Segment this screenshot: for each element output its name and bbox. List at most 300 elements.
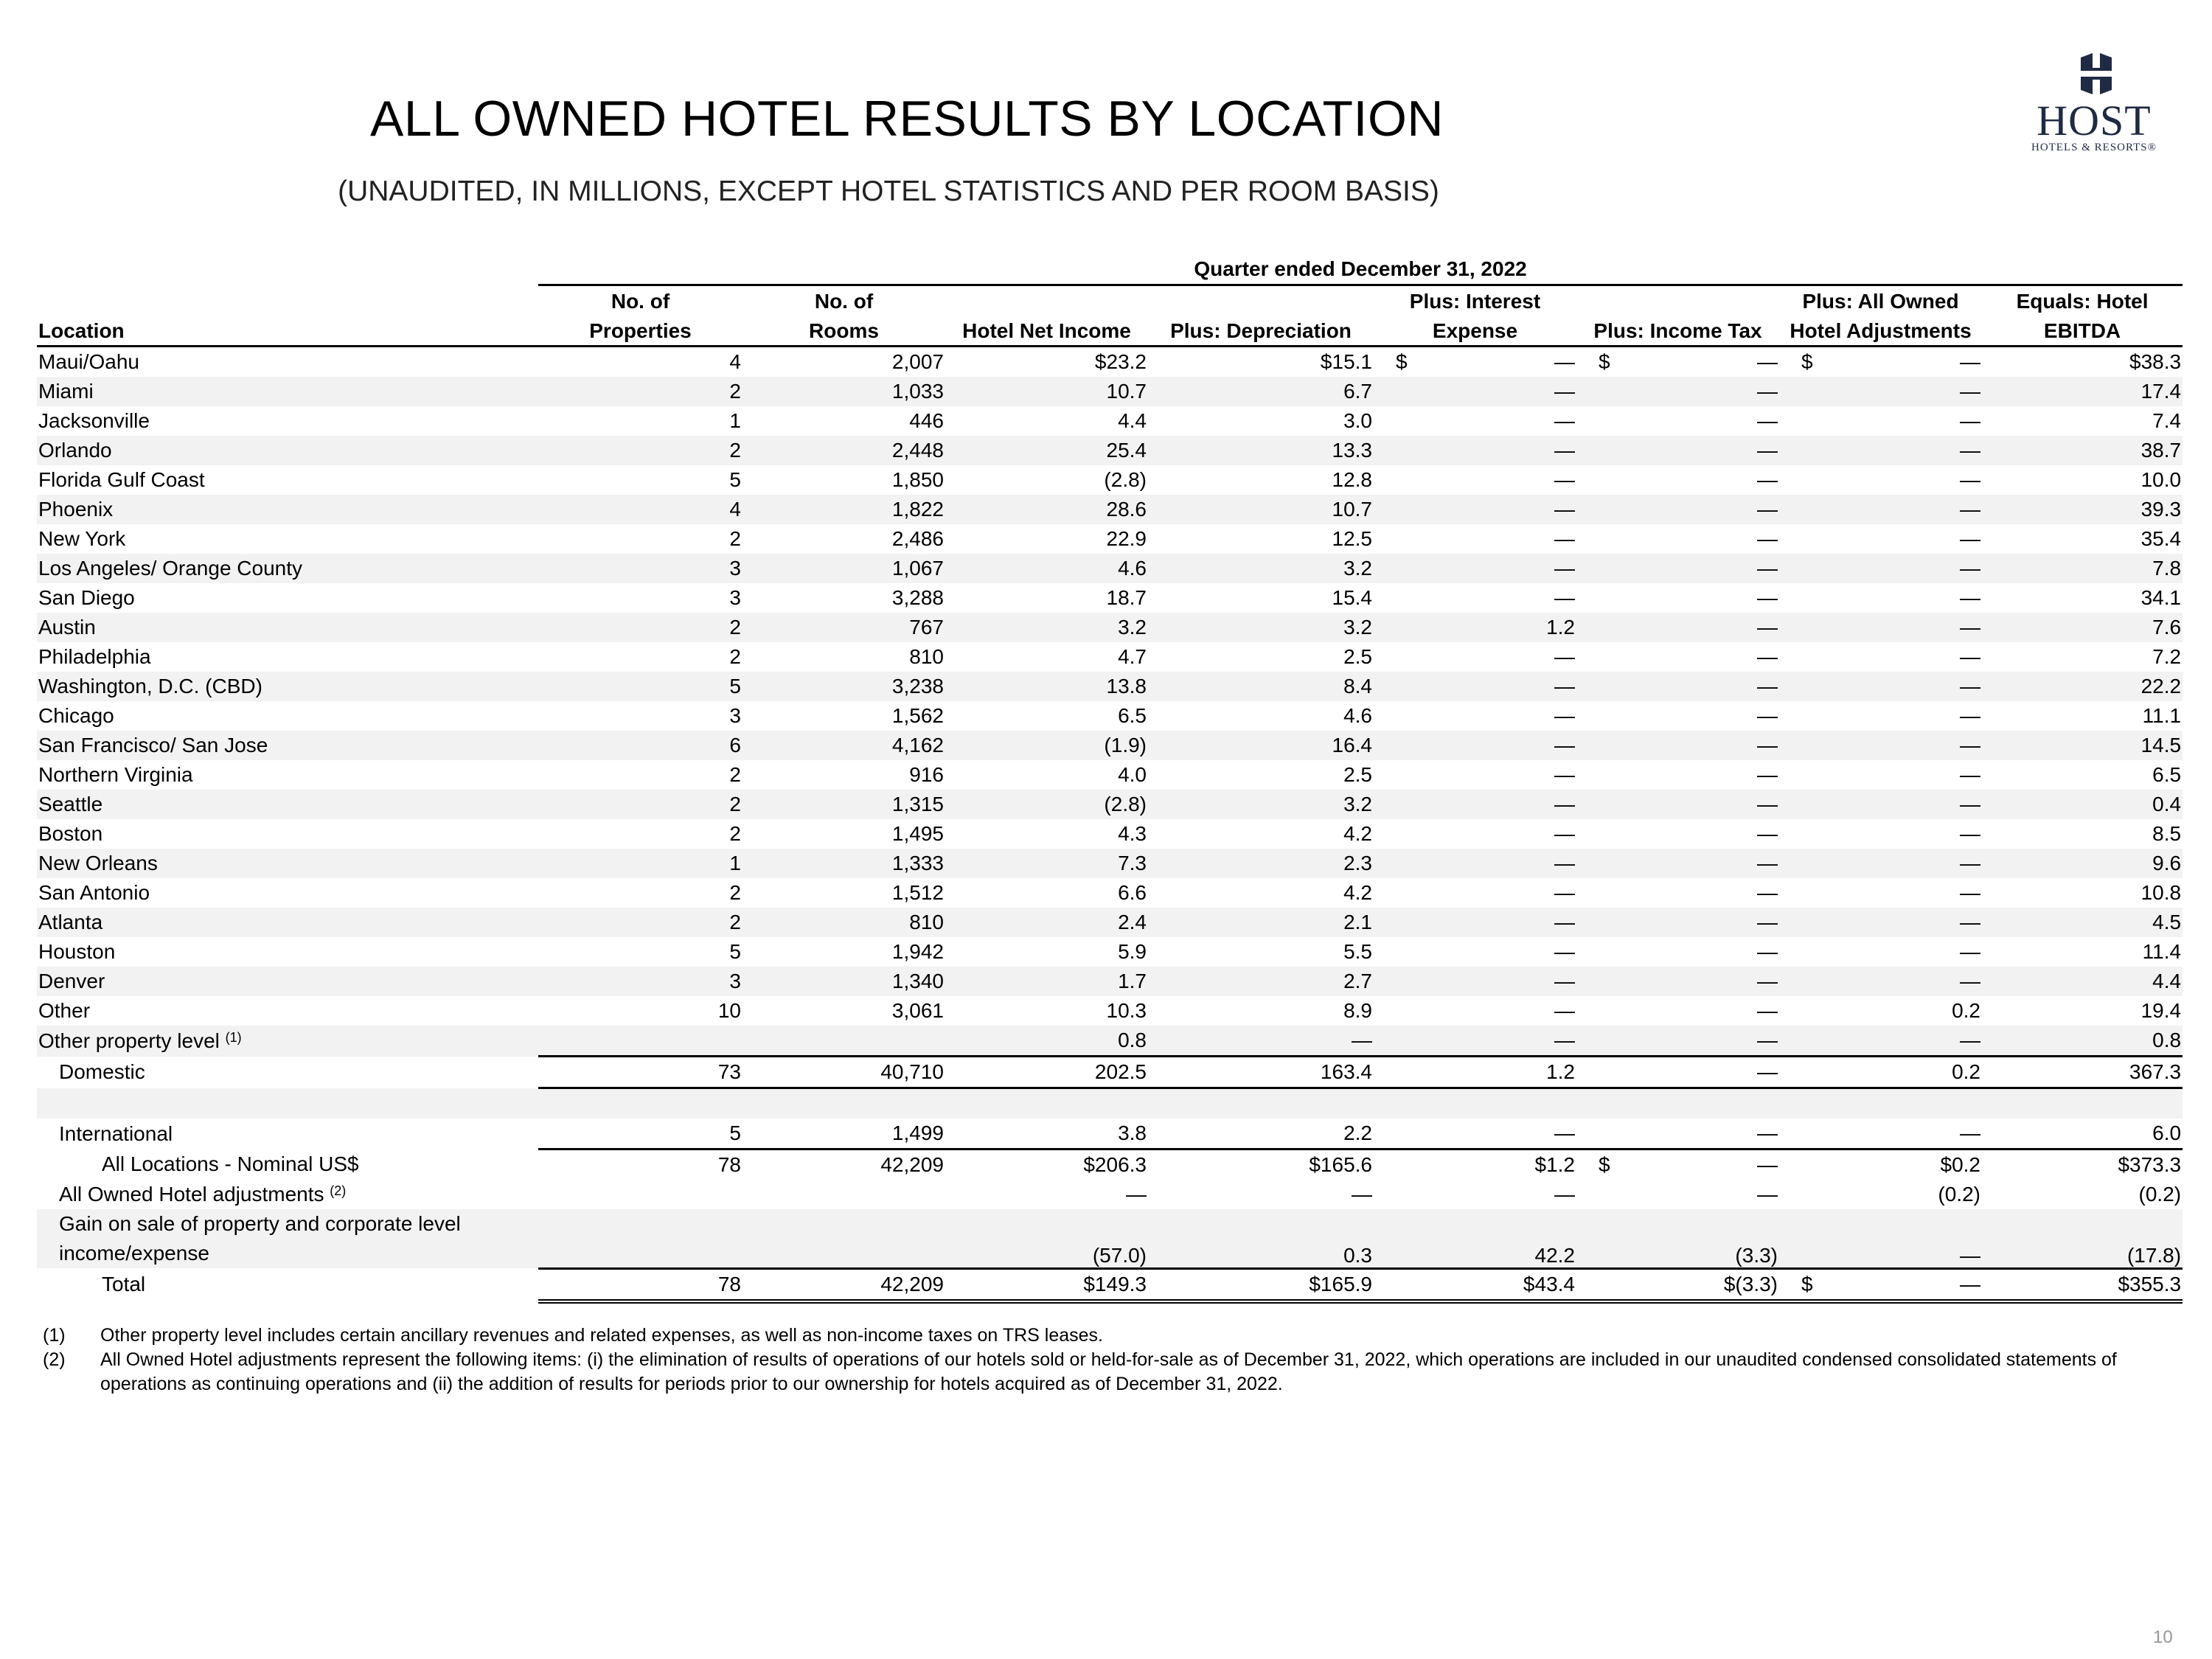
cell-int (1374, 554, 1576, 583)
cell-adj (1779, 436, 1982, 465)
cell-tax (1576, 495, 1779, 524)
cell-rooms (742, 731, 945, 760)
cell-value: 2.5 (1343, 645, 1372, 668)
cell-adj (1779, 465, 1982, 495)
cell-value: 367.3 (2129, 1060, 2182, 1083)
cell-value: — (1960, 468, 1980, 491)
cell-value: 8.9 (1343, 999, 1372, 1022)
cell-ebitda (1982, 613, 2183, 642)
cell-value: 3,238 (891, 675, 944, 698)
cell-int (1374, 377, 1576, 406)
cell-value: 5.9 (1118, 940, 1147, 963)
subtotal-row-domestic (37, 1057, 2183, 1088)
cell-value: — (1960, 970, 1980, 992)
cell-location (37, 790, 538, 819)
footnote-ref: (2) (330, 1183, 347, 1198)
cell-tax (1576, 760, 1779, 790)
cell-location (37, 377, 538, 406)
cell-value: 3.2 (1343, 793, 1372, 815)
cell-value: 42,209 (880, 1153, 944, 1176)
cell-rooms (742, 790, 945, 819)
cell-ebitda (1982, 790, 2183, 819)
cell-value: 2 (729, 380, 741, 403)
cell-dep (1148, 790, 1374, 819)
cell-tax (1576, 1209, 1779, 1268)
cell-value: — (1960, 1029, 1980, 1051)
cell-rooms (742, 1209, 945, 1268)
cell-value: — (1960, 704, 1980, 727)
cell-adj (1779, 1150, 1982, 1180)
cell-rooms (742, 996, 945, 1026)
cell-value: $149.3 (1083, 1272, 1147, 1295)
cell-value: — (1757, 468, 1778, 491)
cell-value: 10.3 (1106, 999, 1147, 1022)
cell-adj (1779, 937, 1982, 967)
cell-value: 2 (729, 527, 741, 550)
location-label: Philadelphia (38, 645, 151, 668)
empty-cell (1576, 1088, 1779, 1119)
cell-value: — (1960, 527, 1980, 550)
cell-value: 2.5 (1343, 763, 1372, 786)
table-row (37, 1026, 2183, 1057)
cell-value: 78 (717, 1272, 741, 1295)
cell-rooms (742, 642, 945, 672)
cell-props (538, 996, 742, 1026)
cell-adj (1779, 1209, 1982, 1268)
cell-value: 4.2 (1343, 822, 1372, 845)
cell-rooms (742, 347, 945, 378)
empty-cell (37, 1088, 538, 1119)
cell-dep (1148, 937, 1374, 967)
cell-value: 6.6 (1118, 881, 1147, 904)
row-international (37, 1119, 2183, 1150)
cell-ebitda (1982, 347, 2183, 378)
col-interest-line1: Plus: Interest (1409, 290, 1541, 313)
cell-ni (945, 1209, 1148, 1268)
cell-value: 12.5 (1332, 527, 1372, 550)
cell-adj (1779, 347, 1982, 378)
cell-ni (945, 996, 1148, 1026)
cell-location (37, 760, 538, 790)
cell-props (538, 465, 742, 495)
empty-cell (1779, 1088, 1982, 1119)
cell-value: 6.5 (1118, 704, 1147, 727)
cell-int (1374, 701, 1576, 731)
cell-int (1374, 406, 1576, 436)
location-label: Houston (38, 940, 116, 963)
cell-tax (1576, 967, 1779, 996)
cell-rooms (742, 849, 945, 878)
cell-location (37, 996, 538, 1026)
location-label: New York (38, 527, 126, 550)
cell-location (37, 1268, 538, 1301)
cell-adj (1779, 996, 1982, 1026)
cell-int (1374, 819, 1576, 849)
cell-dep (1148, 908, 1374, 937)
cell-dep (1148, 1026, 1374, 1057)
cell-value: 34.1 (2140, 586, 2182, 609)
table-row (37, 642, 2183, 672)
cell-value: (0.2) (2138, 1183, 2182, 1206)
cell-int (1374, 583, 1576, 613)
cell-value: — (1757, 793, 1778, 815)
table-row (37, 731, 2183, 760)
location-label: New Orleans (38, 852, 158, 874)
cell-tax (1576, 878, 1779, 908)
cell-value: 40,710 (880, 1060, 944, 1083)
cell-dep (1148, 436, 1374, 465)
cell-value: 2 (729, 439, 741, 462)
cell-rooms (742, 1268, 945, 1301)
cell-ebitda (1982, 1057, 2183, 1088)
cell-value: 25.4 (1106, 439, 1147, 462)
col-net-income: Hotel Net Income (945, 316, 1148, 347)
cell-value: 16.4 (1332, 734, 1372, 757)
location-label: Maui/Oahu (38, 350, 139, 373)
cell-dep (1148, 465, 1374, 495)
footnote-mark: (1) (43, 1325, 66, 1346)
cell-value: — (1757, 1153, 1778, 1176)
cell-value: — (1554, 940, 1575, 963)
cell-location (37, 524, 538, 554)
cell-value: — (1554, 704, 1575, 727)
cell-tax (1576, 1119, 1779, 1150)
cell-value: 2 (729, 645, 741, 668)
cell-rooms (742, 495, 945, 524)
cell-adj (1779, 1026, 1982, 1057)
cell-value: 1,942 (891, 940, 944, 963)
cell-value: — (1960, 1121, 1980, 1144)
cell-rooms (742, 760, 945, 790)
col-adjustments-line2: Hotel Adjustments (1779, 316, 1982, 347)
cell-location (37, 819, 538, 849)
cell-value: 22.2 (2140, 675, 2182, 698)
empty-cell (538, 1088, 742, 1119)
cell-props (538, 1268, 742, 1301)
location-label: Seattle (38, 793, 103, 815)
cell-dep (1148, 996, 1374, 1026)
cell-dep (1148, 377, 1374, 406)
cell-value: 2 (729, 911, 741, 933)
footnote-mark: (2) (43, 1349, 66, 1370)
cell-value: — (1757, 881, 1778, 904)
cell-ni (945, 495, 1148, 524)
location-label: Orlando (38, 439, 112, 462)
cell-value: 1,850 (891, 468, 944, 491)
cell-value: 0.2 (1952, 1060, 1980, 1083)
location-label: Jacksonville (38, 409, 150, 432)
col-income-tax: Plus: Income Tax (1576, 316, 1779, 347)
cell-ni (945, 406, 1148, 436)
cell-tax (1576, 583, 1779, 613)
cell-value: $165.9 (1309, 1272, 1372, 1295)
table-row (37, 524, 2183, 554)
cell-value: — (1554, 439, 1575, 462)
cell-value: 0.2 (1952, 999, 1980, 1022)
cell-ni (945, 967, 1148, 996)
logo-wordmark: HOST (2037, 97, 2152, 145)
cell-location (37, 495, 538, 524)
cell-adj (1779, 1268, 1982, 1301)
cell-adj (1779, 1180, 1982, 1209)
cell-location (37, 1180, 538, 1209)
cell-value: (1.9) (1104, 734, 1147, 757)
cell-int (1374, 436, 1576, 465)
cell-int (1374, 524, 1576, 554)
cell-ni (945, 878, 1148, 908)
cell-ni (945, 790, 1148, 819)
cell-value: 18.7 (1106, 586, 1147, 609)
cell-dep (1148, 849, 1374, 878)
location-label: Los Angeles/ Orange County (38, 557, 303, 580)
cell-rooms (742, 554, 945, 583)
cell-value: 13.3 (1332, 439, 1372, 462)
cell-value: 11.4 (2142, 940, 2182, 963)
cell-ni (945, 465, 1148, 495)
cell-value: $0.2 (1940, 1153, 1980, 1176)
cell-value: — (1757, 1060, 1778, 1083)
cell-rooms (742, 1119, 945, 1150)
cell-value: $23.2 (1094, 350, 1147, 373)
cell-value: 1,495 (891, 822, 944, 845)
cell-value: 3.0 (1343, 409, 1372, 432)
cell-location (37, 1119, 538, 1150)
dollar-sign: $ (1599, 350, 1610, 373)
location-label: Miami (38, 380, 94, 403)
cell-rooms (742, 878, 945, 908)
dollar-sign: $ (1801, 350, 1813, 373)
cell-value: 2,007 (891, 350, 944, 373)
cell-tax (1576, 613, 1779, 642)
cell-value: 3,061 (891, 999, 944, 1022)
cell-value: 19.4 (2140, 999, 2182, 1022)
cell-value: 2.2 (1343, 1121, 1372, 1144)
location-label: Denver (38, 970, 105, 992)
cell-value: — (1757, 970, 1778, 992)
cell-value: 4.7 (1118, 645, 1147, 668)
cell-value: $(3.3) (1723, 1272, 1778, 1295)
cell-ni (945, 908, 1148, 937)
cell-rooms (742, 908, 945, 937)
location-label: Total (102, 1273, 146, 1296)
cell-value: — (1960, 734, 1980, 757)
cell-value: (2.8) (1104, 793, 1147, 815)
cell-value: (2.8) (1104, 468, 1147, 491)
cell-value: 4 (729, 498, 741, 521)
cell-value: — (1757, 380, 1778, 403)
cell-location (37, 967, 538, 996)
cell-int (1374, 347, 1576, 378)
col-props-line1: No. of (611, 290, 670, 313)
cell-value: — (1554, 586, 1575, 609)
cell-value: — (1960, 586, 1980, 609)
cell-value: $355.3 (2118, 1272, 2182, 1295)
cell-value: 2 (729, 881, 741, 904)
cell-ebitda (1982, 701, 2183, 731)
cell-adj (1779, 967, 1982, 996)
cell-rooms (742, 1057, 945, 1088)
cell-value: 1 (729, 409, 741, 432)
cell-ni (945, 1119, 1148, 1150)
cell-value: — (1554, 468, 1575, 491)
cell-adj (1779, 583, 1982, 613)
cell-dep (1148, 1119, 1374, 1150)
cell-value: — (1554, 380, 1575, 403)
cell-ni (945, 672, 1148, 701)
cell-dep (1148, 1268, 1374, 1301)
cell-value: — (1757, 911, 1778, 933)
page-title: ALL OWNED HOTEL RESULTS BY LOCATION (370, 91, 1444, 147)
page-number: 10 (2153, 1627, 2173, 1647)
cell-value: 4.4 (1118, 409, 1147, 432)
cell-adj (1779, 554, 1982, 583)
cell-value: 4,162 (891, 734, 944, 757)
cell-value: — (1554, 734, 1575, 757)
cell-props (538, 554, 742, 583)
cell-int (1374, 1026, 1576, 1057)
cell-dep (1148, 554, 1374, 583)
cell-value: 202.5 (1094, 1060, 1147, 1083)
cell-int (1374, 465, 1576, 495)
cell-adj (1779, 524, 1982, 554)
cell-value: 810 (909, 911, 944, 933)
company-logo (2020, 52, 2168, 162)
cell-value: 767 (909, 616, 944, 639)
col-adjustments-line1: Plus: All Owned (1802, 290, 1959, 313)
cell-value: — (1960, 439, 1980, 462)
cell-value: 9.6 (2152, 852, 2182, 874)
cell-value: 2.7 (1343, 970, 1372, 992)
cell-props (538, 672, 742, 701)
cell-value: — (1960, 881, 1980, 904)
cell-value: 3.8 (1118, 1121, 1147, 1144)
cell-int (1374, 908, 1576, 937)
cell-ni (945, 436, 1148, 465)
cell-value: — (1554, 1029, 1575, 1051)
cell-value: 17.4 (2140, 380, 2182, 403)
cell-tax (1576, 1057, 1779, 1088)
cell-int (1374, 1057, 1576, 1088)
cell-ebitda (1982, 1150, 2183, 1180)
cell-adj (1779, 878, 1982, 908)
cell-ebitda (1982, 377, 2183, 406)
cell-props (538, 436, 742, 465)
table-row (37, 760, 2183, 790)
cell-ni (945, 731, 1148, 760)
cell-value: — (1757, 350, 1778, 373)
cell-value: 1,340 (891, 970, 944, 992)
cell-value: — (1960, 1272, 1980, 1295)
table-row (37, 347, 2183, 378)
location-label: Other property level (38, 1029, 220, 1052)
table-row (37, 613, 2183, 642)
cell-ebitda (1982, 760, 2183, 790)
row-adjustments (37, 1180, 2183, 1209)
cell-value: — (1554, 763, 1575, 786)
cell-value: 6.0 (2152, 1121, 2182, 1144)
cell-props (538, 1180, 742, 1209)
footnote-2 (43, 1348, 2181, 1397)
cell-tax (1576, 819, 1779, 849)
cell-int (1374, 1180, 1576, 1209)
cell-props (538, 642, 742, 672)
cell-value: — (1554, 557, 1575, 580)
table-row (37, 849, 2183, 878)
cell-value: 5 (729, 468, 741, 491)
cell-value: — (1554, 822, 1575, 845)
location-label: San Antonio (38, 881, 150, 904)
cell-ebitda (1982, 937, 2183, 967)
cell-ni (945, 1026, 1148, 1057)
cell-int (1374, 1150, 1576, 1180)
table-row (37, 908, 2183, 937)
cell-int (1374, 642, 1576, 672)
cell-tax (1576, 465, 1779, 495)
cell-value: 7.6 (2152, 616, 2182, 639)
cell-value: 3,288 (891, 586, 944, 609)
cell-value: 39.3 (2140, 498, 2182, 521)
cell-location (37, 1150, 538, 1180)
cell-props (538, 495, 742, 524)
cell-ebitda (1982, 1209, 2183, 1268)
cell-value: $373.3 (2118, 1153, 2182, 1176)
cell-value: 6.5 (2152, 763, 2182, 786)
cell-value: — (1126, 1183, 1147, 1206)
cell-value: $165.6 (1309, 1153, 1372, 1176)
row-total (37, 1268, 2183, 1301)
cell-value: 13.8 (1106, 675, 1147, 698)
cell-dep (1148, 672, 1374, 701)
dollar-sign: $ (1396, 350, 1408, 373)
cell-ebitda (1982, 967, 2183, 996)
cell-dep (1148, 613, 1374, 642)
cell-props (538, 760, 742, 790)
cell-location (37, 554, 538, 583)
col-interest-line2: Expense (1374, 316, 1576, 347)
cell-value: — (1554, 911, 1575, 933)
cell-value: — (1960, 852, 1980, 874)
cell-dep (1148, 524, 1374, 554)
cell-location (37, 731, 538, 760)
cell-value: 2 (729, 822, 741, 845)
dollar-sign: $ (1599, 1153, 1610, 1176)
row-gain-on-sale (37, 1209, 2183, 1268)
cell-tax (1576, 347, 1779, 378)
cell-ebitda (1982, 642, 2183, 672)
cell-value: — (1757, 999, 1778, 1022)
location-line-1: Gain on sale of property and corporate level (59, 1212, 461, 1235)
cell-value: — (1960, 763, 1980, 786)
cell-value: 11.1 (2142, 704, 2182, 727)
cell-rooms (742, 436, 945, 465)
cell-value: — (1757, 704, 1778, 727)
cell-ebitda (1982, 849, 2183, 878)
cell-tax (1576, 908, 1779, 937)
cell-value: 4.4 (2152, 970, 2182, 992)
cell-value: 5 (729, 940, 741, 963)
cell-adj (1779, 760, 1982, 790)
cell-ni (945, 1150, 1148, 1180)
table-row (37, 819, 2183, 849)
table-row (37, 554, 2183, 583)
cell-value: $206.3 (1083, 1153, 1147, 1176)
cell-value: 42,209 (880, 1272, 944, 1295)
cell-location (37, 878, 538, 908)
cell-location (37, 701, 538, 731)
cell-rooms (742, 465, 945, 495)
cell-rooms (742, 819, 945, 849)
cell-value: 35.4 (2140, 527, 2182, 550)
